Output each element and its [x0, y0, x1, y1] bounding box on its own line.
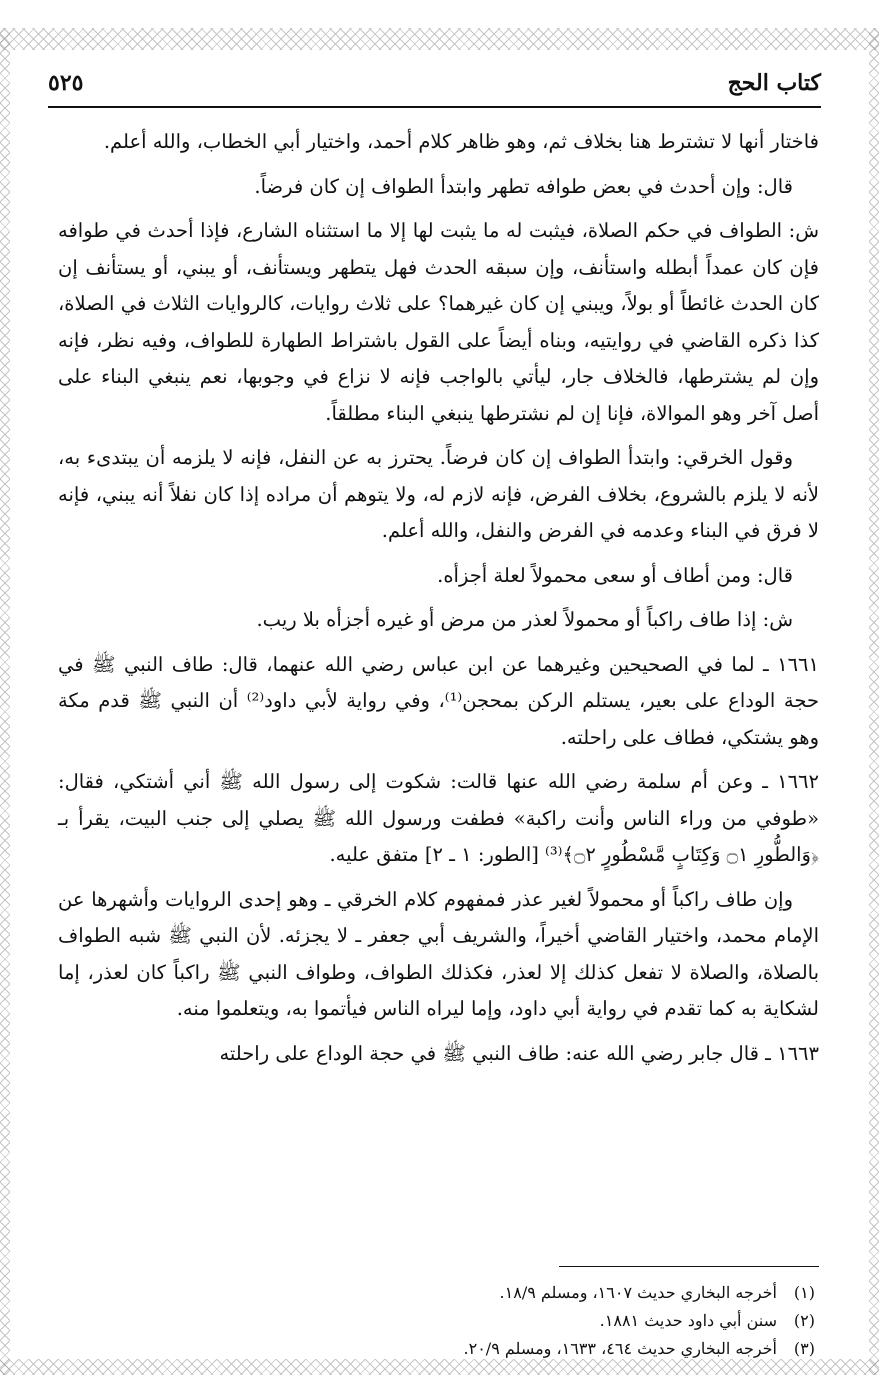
footnote	[58, 1307, 819, 1335]
decorative-border-left	[0, 28, 10, 1375]
paragraph: ش: إذا طاف راكباً أو محمولاً لعذر من مرض أو غيره أجزأه بلا ريب.	[256, 608, 793, 631]
footnote	[58, 1279, 819, 1307]
footnote-text: أخرجه البخاري حديث ٤٦٤، ١٦٣٣، ومسلم ٢٠/٩.	[463, 1339, 777, 1358]
paragraph: وقول الخرقي: وابتدأ الطواف إن كان فرضاً. يحترز به عن النفل، فإنه لا يلزمه أن يبتدىء به، لأنه لا يلزم بالشروع، بخلاف الفرض، فإنه لازم له، ولا يتوهم أن مراده إذا كان نفلاً أنه يبني، فإنه لا فرق في البناء وعدمه في الفرض والنفل، والله أعلم.	[58, 446, 819, 542]
footnote-number: (٣)	[793, 1339, 815, 1358]
footnote-number: (١)	[793, 1283, 815, 1302]
paragraph: قال: ومن أطاف أو سعى محمولاً لعلة أجزأه.	[437, 563, 793, 587]
paragraph: قال: وإن أحدث في بعض طوافه تطهر وابتدأ الطواف إن كان فرضاً.	[254, 174, 793, 198]
footnote-number: (٢)	[793, 1311, 815, 1330]
footnotes	[58, 1266, 819, 1363]
page-title: كتاب الحج	[727, 70, 821, 96]
page-number: ٥٢٥	[48, 70, 84, 96]
footnote	[58, 1335, 819, 1363]
page-header	[48, 66, 821, 108]
paragraph: وإن طاف راكباً أو محمولاً لغير عذر فمفهوم كلام الخرقي ـ وهو إحدى الروايات وأشهرها عن الإمام محمد، واختيار القاضي أخيراً، والشريف أبي جعفر ـ لا يجزئه. لأن النبي ﷺ شبه الطواف بالصلاة، والصلاة لا تفعل كذلك إلا لعذر، فكذلك الطواف، وطواف النبي ﷺ راكباً كان لعذر، إما لشكاية به كما تقدم في رواية أبي داود، وإما ليراه الناس فيأتموا به، ويتعلموا منه.	[58, 887, 819, 1020]
decorative-border-right	[869, 28, 879, 1375]
decorative-border-top	[0, 28, 879, 50]
footnote-text: سنن أبي داود حديث ١٨٨١.	[599, 1311, 777, 1330]
footnote-text: أخرجه البخاري حديث ١٦٠٧، ومسلم ١٨/٩.	[499, 1283, 777, 1302]
paragraph: ش: الطواف في حكم الصلاة، فيثبت له ما يثبت لها إلا ما استثناه الشارع، فإذا أحدث في طوافه فإن كان عمداً أبطله واستأنف، وإن سبقه الحدث فهل يتطهر ويستأنف، أو يبني، أو يستأنف إن كان الحدث غائطاً أو بولاً، ويبني إن كان غيرهما؟ على ثلاث روايات، كالروايات الثلاث في الصلاة، كذا ذكره القاضي في روايتيه، وبناه أيضاً على القول باشتراط الطهارة للطواف، وفيه نظر، فإنه وإن لم يشترطها، فالخلاف جار، ليأتي بالواجب فإنه لا نزاع في وجوبها، نعم ينبغي البناء على أصل آخر وهو الموالاة، فإنا إن لم نشترطها ينبغي البناء مطلقاً.	[58, 219, 819, 425]
main-text	[58, 124, 819, 1080]
paragraph: فاختار أنها لا تشترط هنا بخلاف ثم، وهو ظاهر كلام أحمد، واختيار أبي الخطاب، والله أعلم.	[103, 130, 819, 153]
hadith-paragraph: ١٦٦٢ ـ وعن أم سلمة رضي الله عنها قالت: شكوت إلى رسول الله ﷺ أني أشتكي، فقال: «طوفي من وراء الناس وأنت راكبة» فطفت ورسول الله ﷺ يصلي إلى جنب البيت، يقرأ بـ ﴿وَالطُّورِ ۝١ وَكِتَابٍ مَّسْطُورٍ ۝٢﴾⁽³⁾ [الطور: ١ ـ ٢] متفق عليه.	[58, 770, 819, 866]
hadith-paragraph: ١٦٦١ ـ لما في الصحيحين وغيرهما عن ابن عباس رضي الله عنهما، قال: طاف النبي ﷺ في حجة الوداع على بعير، يستلم الركن بمحجن⁽¹⁾، وفي رواية لأبي داود⁽²⁾ أن النبي ﷺ قدم مكة وهو يشتكي، فطاف على راحلته.	[58, 652, 819, 749]
hadith-paragraph: ١٦٦٣ ـ قال جابر رضي الله عنه: طاف النبي ﷺ في حجة الوداع على راحلته	[219, 1041, 819, 1065]
footnote-divider	[559, 1266, 819, 1267]
